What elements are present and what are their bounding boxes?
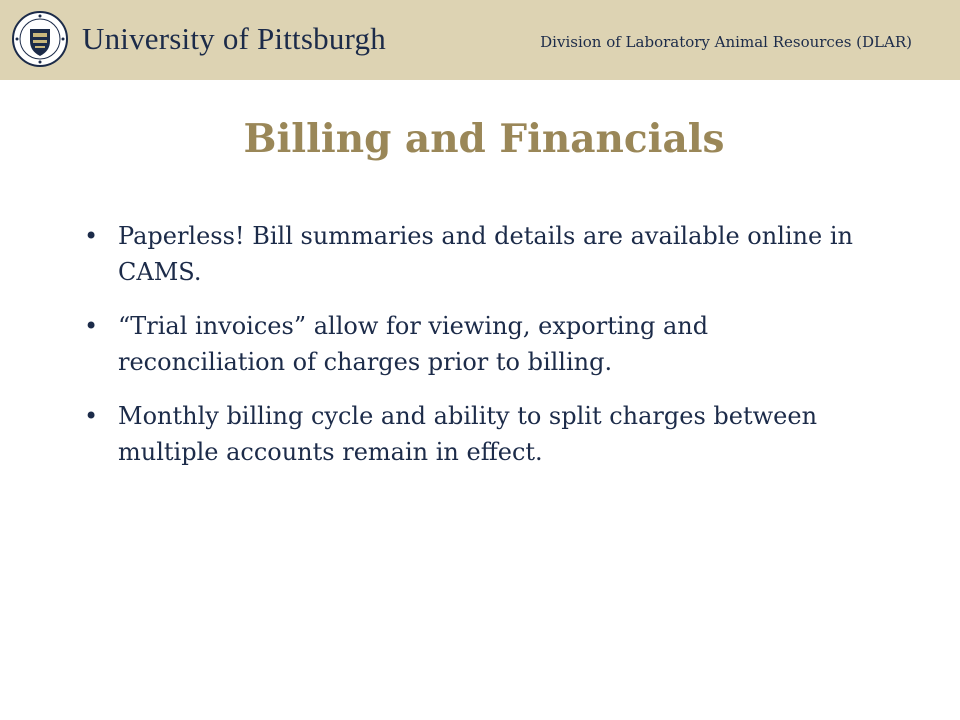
bullet-list [84, 218, 864, 488]
university-seal-icon [12, 11, 68, 67]
slide-header [0, 0, 960, 80]
bullet-text: “Trial invoices” allow for viewing, exporting and reconciliation of charges prior to billing. [118, 312, 709, 376]
bullet-text: Monthly billing cycle and ability to split charges between multiple accounts remain in effect. [118, 402, 818, 466]
bullet-icon: • [84, 402, 99, 430]
bullet-icon: • [84, 222, 99, 250]
slide-title: Billing and Financials [243, 116, 725, 162]
bullet-item [84, 218, 864, 290]
bullet-icon: • [84, 312, 99, 340]
bullet-text: Paperless! Bill summaries and details are available online in CAMS. [118, 222, 853, 286]
bullet-item [84, 398, 864, 470]
division-name: Division of Laboratory Animal Resources (DLAR) [540, 33, 912, 51]
university-name: University of Pittsburgh [82, 21, 386, 56]
bullet-item [84, 308, 864, 380]
